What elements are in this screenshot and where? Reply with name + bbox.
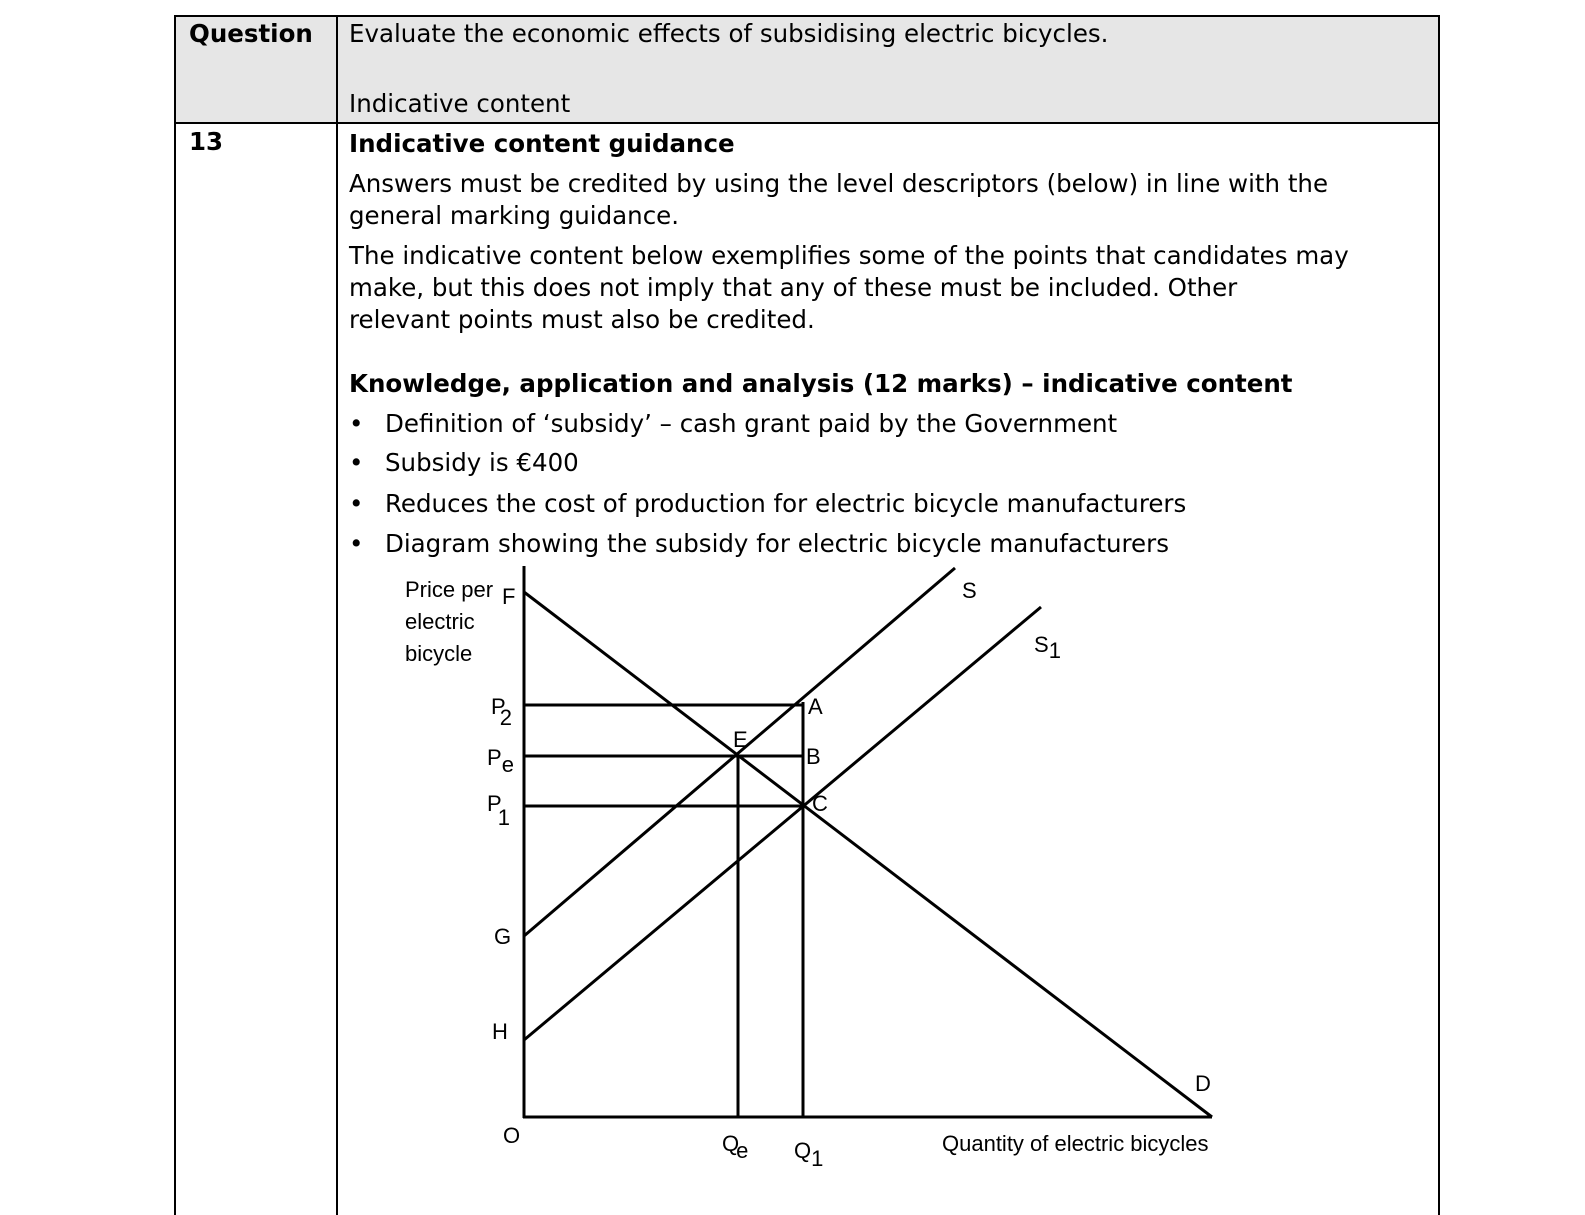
price-p2-label: P2 — [491, 694, 512, 730]
price-p1-label: P 1 — [487, 791, 510, 830]
point-d-label: D — [1195, 1071, 1211, 1096]
quantity-q1-label: Q1 — [794, 1138, 824, 1171]
point-f-label: F — [502, 584, 516, 609]
point-c-label: C — [812, 791, 828, 816]
paragraph-line: make, but this does not imply that any of these must be included. Other — [349, 273, 1238, 302]
bullet-item: • Diagram showing the subsidy for electric bicycle manufacturers — [349, 529, 1169, 558]
bullet-icon: • — [349, 529, 364, 558]
question-label: Question — [189, 19, 313, 48]
guidance-title: Indicative content guidance — [349, 129, 735, 158]
bullet-icon: • — [349, 448, 364, 477]
section-heading: Knowledge, application and analysis (12 marks) – indicative content — [349, 369, 1293, 398]
y-axis-label: bicycle — [405, 641, 473, 666]
paragraph-line: The indicative content below exemplifies some of the points that candidates may — [349, 241, 1349, 270]
paragraph-line: Answers must be credited by using the level descriptors (below) in line with the — [349, 169, 1329, 198]
bullet-item: • Definition of ‘subsidy’ – cash grant paid by the Government — [349, 409, 1118, 438]
origin-label: O — [503, 1123, 521, 1148]
demand-curve — [524, 592, 1212, 1117]
supply-curve-s1 — [524, 607, 1041, 1040]
x-axis-label: Quantity of electric bicycles — [942, 1131, 1209, 1156]
supply-s-label: S — [962, 578, 977, 603]
y-axis-label: Price per — [405, 577, 494, 602]
point-h-label: H — [492, 1019, 508, 1044]
paragraph-line: relevant points must also be credited. — [349, 305, 815, 334]
supply-s1-label: S1 — [1034, 632, 1061, 663]
point-a-label: A — [808, 694, 823, 719]
question-number: 13 — [189, 127, 224, 156]
point-e-label: E — [733, 727, 748, 752]
bullet-icon: • — [349, 489, 364, 518]
point-g-label: G — [494, 924, 512, 949]
bullet-icon: • — [349, 409, 364, 438]
paragraph-line: general marking guidance. — [349, 201, 680, 230]
bullet-item: • Subsidy is €400 — [349, 448, 579, 477]
point-b-label: B — [806, 744, 821, 769]
indicative-content-subheading: Indicative content — [349, 89, 571, 118]
quantity-qe-label: Qe — [722, 1131, 749, 1163]
price-pe-label: Pe — [487, 745, 514, 777]
y-axis-label: electric — [405, 609, 475, 634]
question-text: Evaluate the economic effects of subsidising electric bicycles. — [349, 19, 1109, 48]
bullet-item: • Reduces the cost of production for electric bicycle manufacturers — [349, 489, 1187, 518]
